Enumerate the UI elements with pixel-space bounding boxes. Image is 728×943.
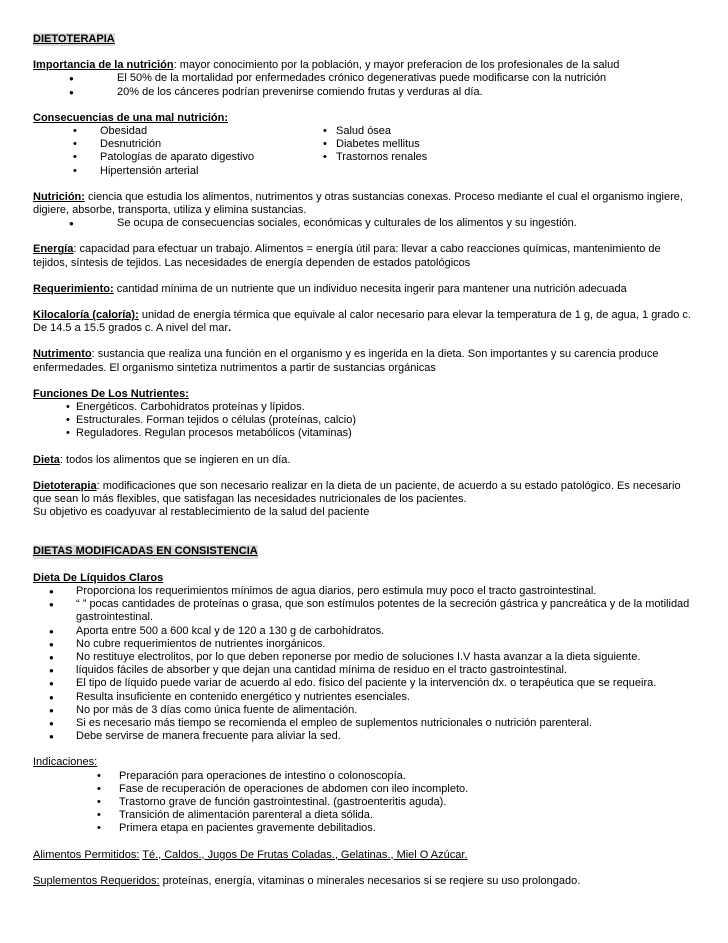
list-item: ● No cubre requerimientos de nutrientes inorgánicos. xyxy=(33,638,693,651)
dietoterapia-paragraph xyxy=(33,480,693,506)
funciones-heading xyxy=(33,388,693,401)
document-page xyxy=(33,33,693,888)
section-dietoterapia-heading xyxy=(33,33,693,46)
funciones-label: Funciones De Los Nutrientes: xyxy=(33,387,189,400)
requerimiento-paragraph xyxy=(33,283,693,296)
dietoterapia-objective: Su objetivo es coadyuvar al restablecimiento de la salud del paciente xyxy=(33,506,370,519)
suplementos-text: proteínas, energía, vitaminas o minerales necesarios si se reqiere su uso prolongado. xyxy=(162,874,581,887)
list-item: • Preparación para operaciones de intestino o colonoscopía. xyxy=(33,770,693,783)
indicaciones-heading xyxy=(33,756,693,769)
list-item: • Trastornos renales xyxy=(320,151,607,164)
funciones-list xyxy=(33,401,693,441)
importancia-list xyxy=(33,72,693,98)
nutricion-label: Nutrición: xyxy=(33,190,85,203)
consecuencias-label: Consecuencias de una mal nutrición: xyxy=(33,111,228,124)
section-title: DIETAS MODIFICADAS EN CONSISTENCIA xyxy=(33,545,258,558)
list-item: • Estructurales. Forman tejidos o células (proteínas, calcio) xyxy=(33,414,693,427)
list-item: ● El 50% de la mortalidad por enfermedades crónico degenerativas puede modificarse con la nutrición xyxy=(33,72,693,85)
list-item: • Trastorno grave de función gastrointestinal. (gastroenteritis aguda). xyxy=(33,796,693,809)
energia-text: : capacidad para efectuar un trabajo. Alimentos = energía útil para: llevar a cabo reacciones químicas, mantenimiento de tejidos, síntesis de tejidos. Las necesidades de energía dependen de estados patológicos xyxy=(33,243,661,269)
nutricion-paragraph xyxy=(33,191,693,217)
list-item: ● El tipo de líquido puede variar de acuerdo al edo. físico del paciente y la intervención dx. o terapéutica que se requeira. xyxy=(33,677,693,690)
consecuencias-left-list xyxy=(33,125,320,178)
energia-paragraph xyxy=(33,243,693,269)
list-item: • Salud ósea xyxy=(320,125,607,138)
requerimiento-label: Requerimiento: xyxy=(33,282,114,295)
section-dietas-heading xyxy=(33,545,693,558)
indicaciones-label: Indicaciones: xyxy=(33,756,98,769)
indicaciones-list xyxy=(33,770,693,836)
consecuencias-right-list xyxy=(320,125,607,178)
dieta-label: Dieta xyxy=(33,453,60,466)
nutrimento-paragraph xyxy=(33,348,693,374)
list-item: ● No restituye electrolitos, por lo que deben reponerse por medio de soluciones I.V hasta avanzar a la dieta siguiente. xyxy=(33,651,693,664)
dietoterapia-text: : modificaciones que son necesario realizar en la dieta de un paciente, de acuerdo a su estado patológico. Es necesario que sean lo más flexibles, que satisfagan las necesidades nutricionales de los pacientes. xyxy=(33,479,681,506)
alimentos-label: Alimentos Permitidos: xyxy=(33,848,140,861)
list-item: ● No por más de 3 días como única fuente de alimentación. xyxy=(33,704,693,717)
requerimiento-text: cantidad mínima de un nutriente que un individuo necesita ingerir para mantener una nutrición adecuada xyxy=(113,282,627,295)
liquidos-label: Dieta De Líquidos Claros xyxy=(33,571,164,584)
liquidos-heading xyxy=(33,572,693,585)
dietoterapia-label: Dietoterapia xyxy=(33,479,97,492)
kilocaloria-end: . xyxy=(228,322,232,335)
list-item: • Desnutrición xyxy=(33,138,320,151)
consecuencias-heading xyxy=(33,112,693,125)
importancia-text: : mayor conocimiento por la población, y mayor preferacion de los profesionales de la salud xyxy=(173,59,620,72)
alimentos-text: Té., Caldos., Jugos De Frutas Coladas., Gelatinas., Miel O Azúcar. xyxy=(142,848,468,861)
list-item: ● líquidos fáciles de absorber y que dejan una cantidad mínima de residuo en el tracto gastrointestinal. xyxy=(33,664,693,677)
list-item: ● 20% de los cánceres podrían prevenirse comiendo frutas y verduras al día. xyxy=(33,86,693,99)
kilocaloria-text: unidad de energía térmica que equivale al calor necesario para elevar la temperatura de 1 g, de agua, 1 grado c. De 14.5 a 15.5 grados c. A nivel del mar xyxy=(33,309,691,335)
kilocaloria-label: Kilocaloría (caloría): xyxy=(33,309,139,322)
nutricion-text: ciencia que estudia los alimentos, nutrimentos y otras sustancias conexas. Proceso mediante el cual el organismo ingiere, digiere, absorbe, transporta, utiliza y elimina sustancias. xyxy=(33,190,683,217)
nutrimento-label: Nutrimento xyxy=(33,348,92,361)
list-item: • Energéticos. Carbohidratos proteínas y lípidos. xyxy=(33,401,693,414)
list-item: ● “ ” pocas cantidades de proteínas o grasa, que son estímulos potentes de la secreción gástrica y pancreática y de la motilidad gastrointestinal. xyxy=(33,598,693,624)
alimentos-paragraph xyxy=(33,849,693,862)
importancia-label: Importancia de la nutrición xyxy=(33,59,174,72)
list-item: ● Se ocupa de consecuencias sociales, económicas y culturales de los alimentos y su ingestión. xyxy=(33,217,693,230)
document-title: DIETOTERAPIA xyxy=(33,33,115,45)
suplementos-paragraph xyxy=(33,875,693,888)
list-item: • Obesidad xyxy=(33,125,320,138)
list-item: ● Debe servirse de manera frecuente para aliviar la sed. xyxy=(33,730,693,743)
kilocaloria-paragraph xyxy=(33,309,693,335)
list-item: • Primera etapa en pacientes gravemente debilitadios. xyxy=(33,822,693,835)
list-item: ● Resulta insuficiente en contenido energético y nutrientes esenciales. xyxy=(33,691,693,704)
nutricion-list xyxy=(33,217,693,230)
nutrimento-text: : sustancia que realiza una función en el organismo y es ingerida en la dieta. Son importantes y su carencia produce enfermedades. El organismo sintetiza nutrimentos a partir de sustancias orgánicas xyxy=(33,348,659,374)
dieta-text: : todos los alimentos que se ingieren en un día. xyxy=(59,453,291,466)
list-item: ● Aporta entre 500 a 600 kcal y de 120 a 130 g de carbohidratos. xyxy=(33,625,693,638)
list-item: • Diabetes mellitus xyxy=(320,138,607,151)
liquidos-list xyxy=(33,585,693,743)
list-item: • Reguladores. Regulan procesos metabólicos (vitaminas) xyxy=(33,427,693,440)
list-item: • Patologías de aparato digestivo xyxy=(33,151,320,164)
list-item: • Fase de recuperación de operaciones de abdomen con ileo incompleto. xyxy=(33,783,693,796)
list-item: ● Si es necesario más tiempo se recomienda el empleo de suplementos nutricionales o nutrición parenteral. xyxy=(33,717,693,730)
importancia-paragraph xyxy=(33,59,693,72)
list-item: • Transición de alimentación parenteral a dieta sólida. xyxy=(33,809,693,822)
dieta-paragraph xyxy=(33,454,693,467)
energia-label: Energía xyxy=(33,243,74,256)
list-item: ● Proporciona los requerimientos mínimos de agua diarios, pero estimula muy poco el tracto gastrointestinal. xyxy=(33,585,693,598)
consecuencias-lists xyxy=(33,125,693,178)
suplementos-label: Suplementos Requeridos: xyxy=(33,874,160,887)
list-item: • Hipertensión arterial xyxy=(33,165,320,178)
